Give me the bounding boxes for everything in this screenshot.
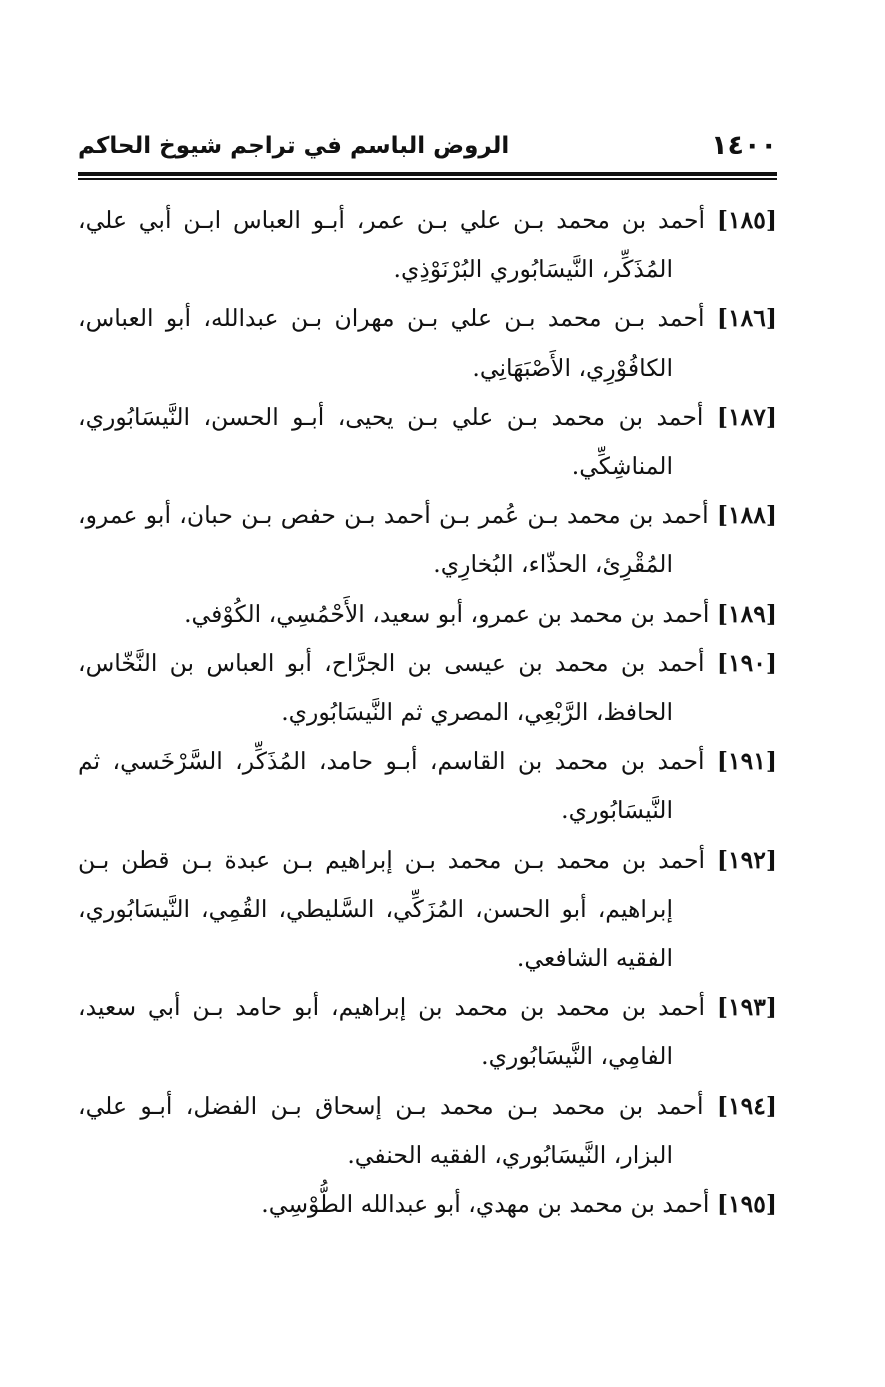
entry-number: [١٩٢] — [716, 845, 777, 874]
entry-text: أحمد بن محمد بـن علي بـن عمر، أبـو العباس ابـن أبي علي، المُذَكِّر، النَّيسَابُوري البُرْنَوْذِي. — [78, 206, 706, 284]
entry-194 — [78, 1082, 777, 1180]
entry-185 — [78, 196, 777, 294]
entry-number: [١٩١] — [716, 747, 777, 776]
page-header — [78, 128, 777, 168]
entry-number: [١٨٧] — [716, 402, 777, 431]
entry-195 — [78, 1180, 777, 1229]
entry-number: [١٩٠] — [716, 648, 777, 677]
entry-text: أحمد بن محمد بن محمد بن إبراهيم، أبو حامد بـن أبي سعيد، الفامِي، النَّيسَابُوري. — [78, 993, 706, 1071]
header-rule-thick — [78, 172, 777, 176]
entry-text: أحمد بن محمد بـن محمد بـن إسحاق بـن الفضل، أبـو علي، البزار، النَّيسَابُوري، الفقيه الحنفي. — [78, 1091, 704, 1169]
entry-text: أحمد بن محمد بـن محمد بـن إبراهيم بـن عبدة بـن قطن بـن إبراهيم، أبو الحسن، المُزَكِّي، السَّليطي، القُمِي، النَّيسَابُوري، الفقيه الشافعي. — [78, 845, 706, 973]
entry-191 — [78, 737, 777, 835]
running-title: الروض الباسم في تراجم شيوخ الحاكم — [78, 133, 510, 159]
entry-193 — [78, 983, 777, 1081]
entry-text: أحمد بن محمد بن عمرو، أبو سعيد، الأَحْمُسِي، الكُوْفي. — [184, 599, 710, 628]
entry-text: أحمد بن محمد بـن عُمر بـن أحمد بـن حفص بـن حبان، أبو عمرو، المُقْرِئ، الحذّاء، البُخارِي. — [78, 501, 709, 579]
biography-entries — [78, 196, 777, 1229]
entry-text: أحمد بن محمد بن عيسى بن الجرَّاح، أبو العباس بن النَّخّاس، الحافظ، الرَّبْعِي، المصري ثم النَّيسَابُوري. — [78, 648, 705, 727]
entry-number: [١٩٣] — [716, 993, 777, 1022]
entry-text: أحمد بـن محمد بـن علي بـن مهران بـن عبدالله، أبو العباس، الكافُوْرِي، الأَصْبَهَانِي. — [78, 304, 705, 382]
entry-192 — [78, 836, 777, 984]
entry-number: [١٨٨] — [716, 501, 777, 530]
entry-text: أحمد بن محمد بن مهدي، أبو عبدالله الطُّوْسِي. — [261, 1190, 710, 1219]
entry-186 — [78, 294, 777, 392]
entry-number: [١٩٥] — [716, 1190, 777, 1219]
entry-number: [١٨٩] — [716, 599, 777, 628]
entry-number: [١٩٤] — [716, 1091, 777, 1120]
entry-187 — [78, 393, 777, 491]
entry-number: [١٨٥] — [716, 206, 777, 234]
entry-number: [١٨٦] — [716, 304, 777, 333]
entry-text: أحمد بن محمد بـن علي بـن يحيى، أبـو الحسن، النَّيسَابُوري، المناشِكِّي. — [78, 402, 704, 481]
entry-190 — [78, 639, 777, 737]
entry-text: أحمد بن محمد بن القاسم، أبـو حامد، المُذَكِّر، السَّرْخَسي، ثم النَّيسَابُوري. — [78, 747, 705, 825]
entry-189 — [78, 590, 777, 639]
page-number: ١٤٠٠ — [711, 130, 777, 161]
header-rule-thin — [78, 178, 777, 180]
entry-188 — [78, 491, 777, 589]
